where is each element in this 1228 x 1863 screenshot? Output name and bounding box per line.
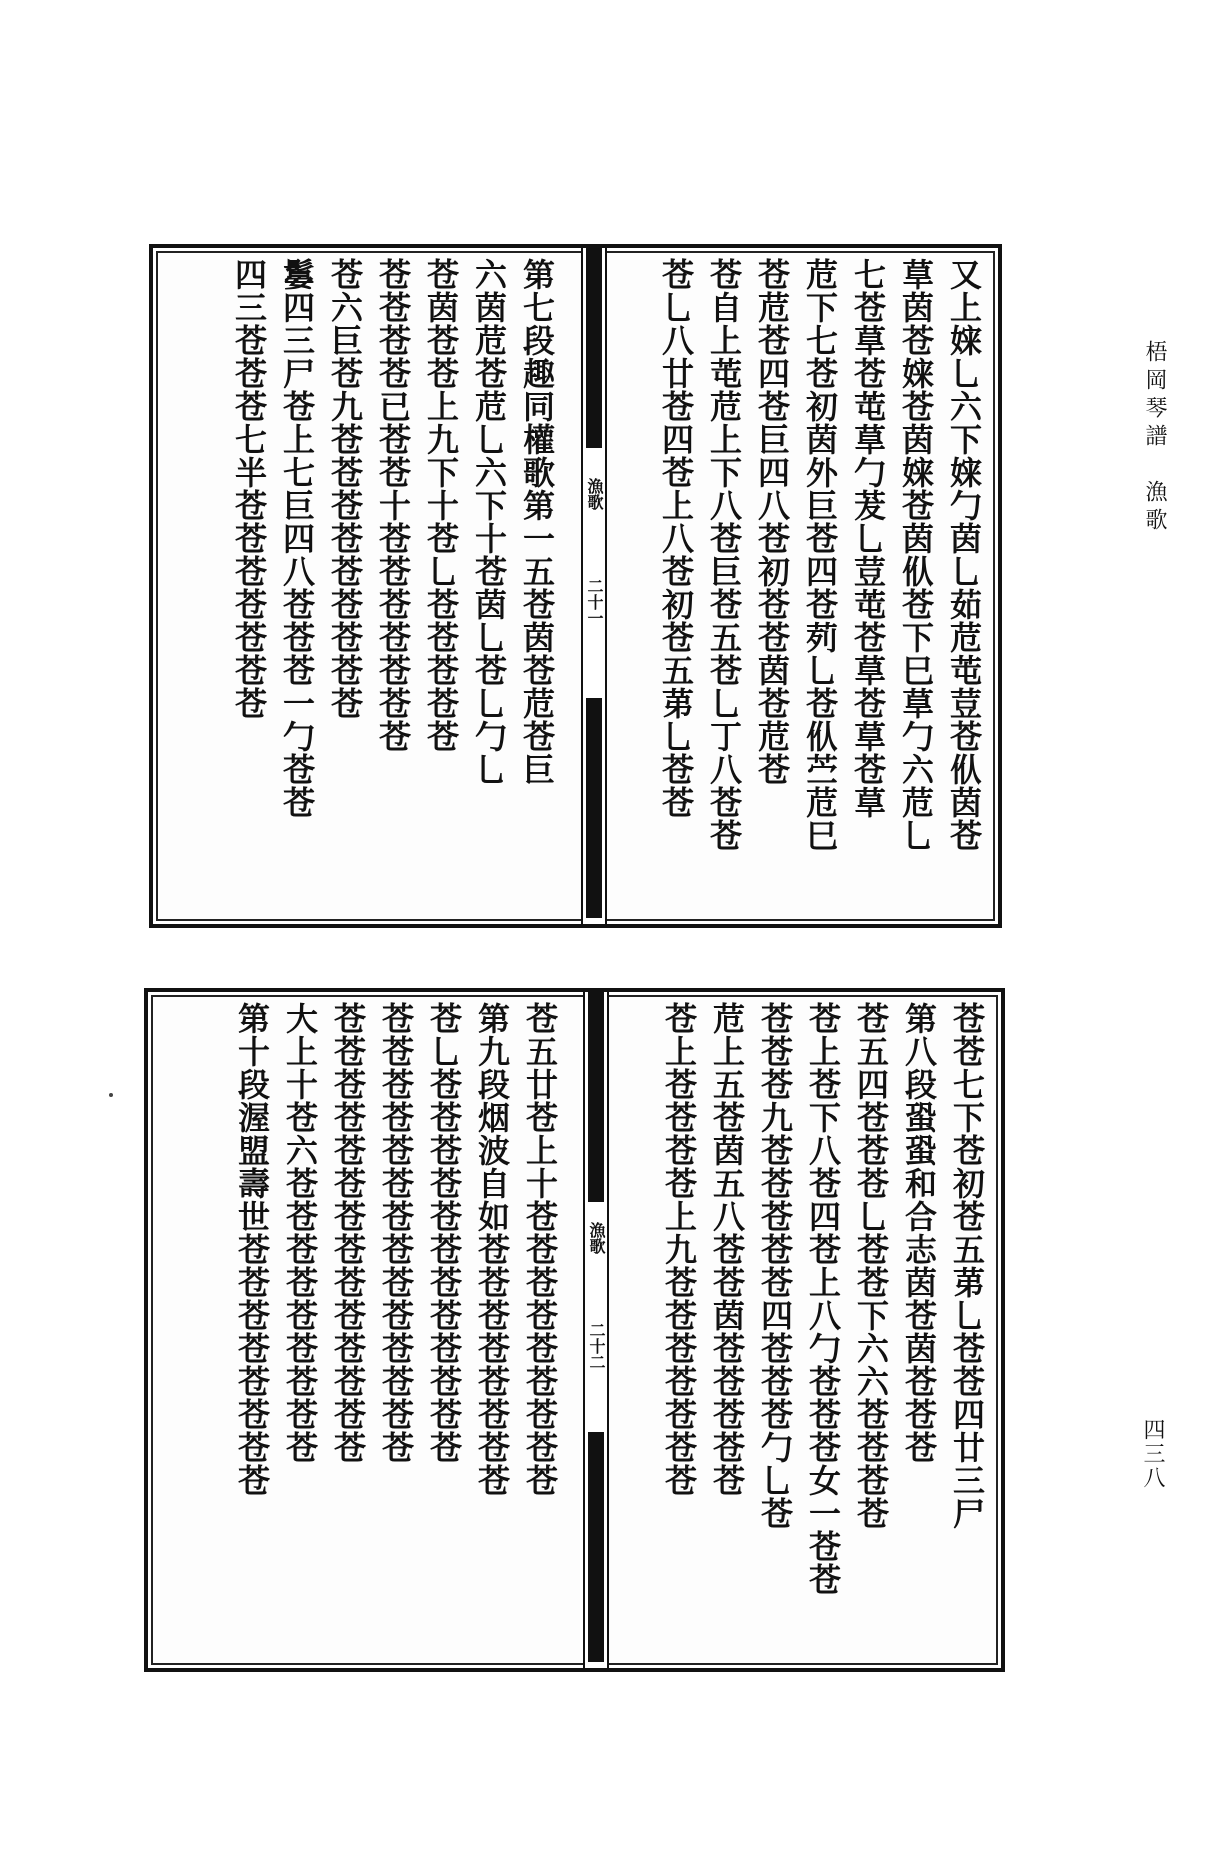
tablature-column: 苍茵苍苍上九下十苍乚苍苍苍苍苍 <box>422 258 460 753</box>
fish-tail-top <box>586 248 602 448</box>
tablature-column: 苍苍苍苍已苍苍十苍苍苍苍苍苍苍 <box>374 258 412 753</box>
lower-folio <box>144 988 1005 1672</box>
upper-center-strip <box>581 248 607 924</box>
tablature-column: 苍苊苍四苍巨四八苍初苍苍茵苍苊苍 <box>753 258 791 786</box>
lower-center-label: 漁歌 <box>587 1222 606 1254</box>
tablature-column: 苍苍苍九苍苍苍苍苍四苍苍苍勹乚苍 <box>756 1002 794 1530</box>
tablature-column: 苍五廿苍上十苍苍苍苍苍苍苍苍苍 <box>521 1002 559 1497</box>
lower-left-half <box>152 1002 570 1658</box>
tablature-column: 苍上苍下八苍四苍上八勹苍苍苍女一苍苍 <box>804 1002 842 1596</box>
tablature-column: 苊上五苍茵五八苍苍茵苍苍苍苍苍 <box>708 1002 746 1497</box>
tablature-column: 苍五四苍苍苍乚苍苍下六六苍苍苍苍 <box>852 1002 890 1530</box>
tablature-column: 苊下七苍初茵外巨苍四苍茢乚苍㐺苎苊巳 <box>801 258 839 852</box>
upper-left-half <box>157 258 567 914</box>
tablature-column: 七苍䓍苍芚䓍勹茇乚荳芚苍䓍苍䓍苍䓍 <box>849 258 887 819</box>
tablature-column: 苍自上芚苊上下八苍巨苍五苍乚丁八苍苍 <box>705 258 743 852</box>
fish-tail-bottom <box>586 698 602 918</box>
tablature-column: 䰋四三尸苍上七巨四八苍苍苍一勹苍苍 <box>278 258 316 819</box>
lower-center-strip <box>583 992 609 1668</box>
page-number: 四三八 <box>1140 1418 1165 1490</box>
tablature-column: 大上十苍六苍苍苍苍苍苍苍苍苍 <box>281 1002 319 1464</box>
upper-right-half <box>592 258 994 914</box>
tablature-column: 第八段蛩蛩和合志茵苍茵苍苍苍 <box>900 1002 938 1464</box>
stray-mark <box>109 1093 113 1097</box>
tablature-column: 苍苍苍苍苍苍苍苍苍苍苍苍苍苍 <box>377 1002 415 1464</box>
upper-center-label: 漁歌 <box>585 478 604 510</box>
lower-center-number: 二十二 <box>587 1322 606 1370</box>
tablature-column: 又上㛽乚六下㛽勹茵乚茹苊芚荳苍㐺茵苍 <box>945 258 983 852</box>
tablature-column: 䓍茵苍㛽苍茵㛽苍茵㐺苍下巳䓍勹六苊乚 <box>897 258 935 852</box>
tablature-column: 苍苍苍苍苍苍苍苍苍苍苍苍苍苍 <box>329 1002 367 1464</box>
tablature-column: 第九段烟波自如苍苍苍苍苍苍苍苍 <box>473 1002 511 1497</box>
tablature-column: 苍上苍苍苍苍上九苍苍苍苍苍苍苍 <box>660 1002 698 1497</box>
tablature-column: 苍乚苍苍苍苍苍苍苍苍苍苍苍苍 <box>425 1002 463 1464</box>
tablature-column: 苍苍七下苍初苍五苐乚苍苍四廿三尸 <box>948 1002 986 1530</box>
tablature-column: 第十段渥盟壽世苍苍苍苍苍苍苍苍 <box>233 1002 271 1497</box>
fish-tail-bottom <box>588 1432 604 1662</box>
upper-folio <box>149 244 1002 928</box>
tablature-column: 第七段趣同權歌第一五苍茵苍苊苍巨 <box>518 258 556 786</box>
tablature-column: 四三苍苍苍七半苍苍苍苍苍苍苍 <box>230 258 268 720</box>
page-caption: 梧岡琴譜 漁歌 <box>1142 340 1167 536</box>
tablature-column: 苍六巨苍九苍苍苍苍苍苍苍苍苍 <box>326 258 364 720</box>
tablature-column: 六茵苊苍苊乚六下十苍茵乚苍乚勹乚 <box>470 258 508 786</box>
lower-right-half <box>595 1002 997 1658</box>
upper-center-number: 二十一 <box>585 578 604 626</box>
tablature-column: 苍乚八廿苍四苍上八苍初苍五苐乚苍苍 <box>657 258 695 819</box>
fish-tail-top <box>588 992 604 1202</box>
